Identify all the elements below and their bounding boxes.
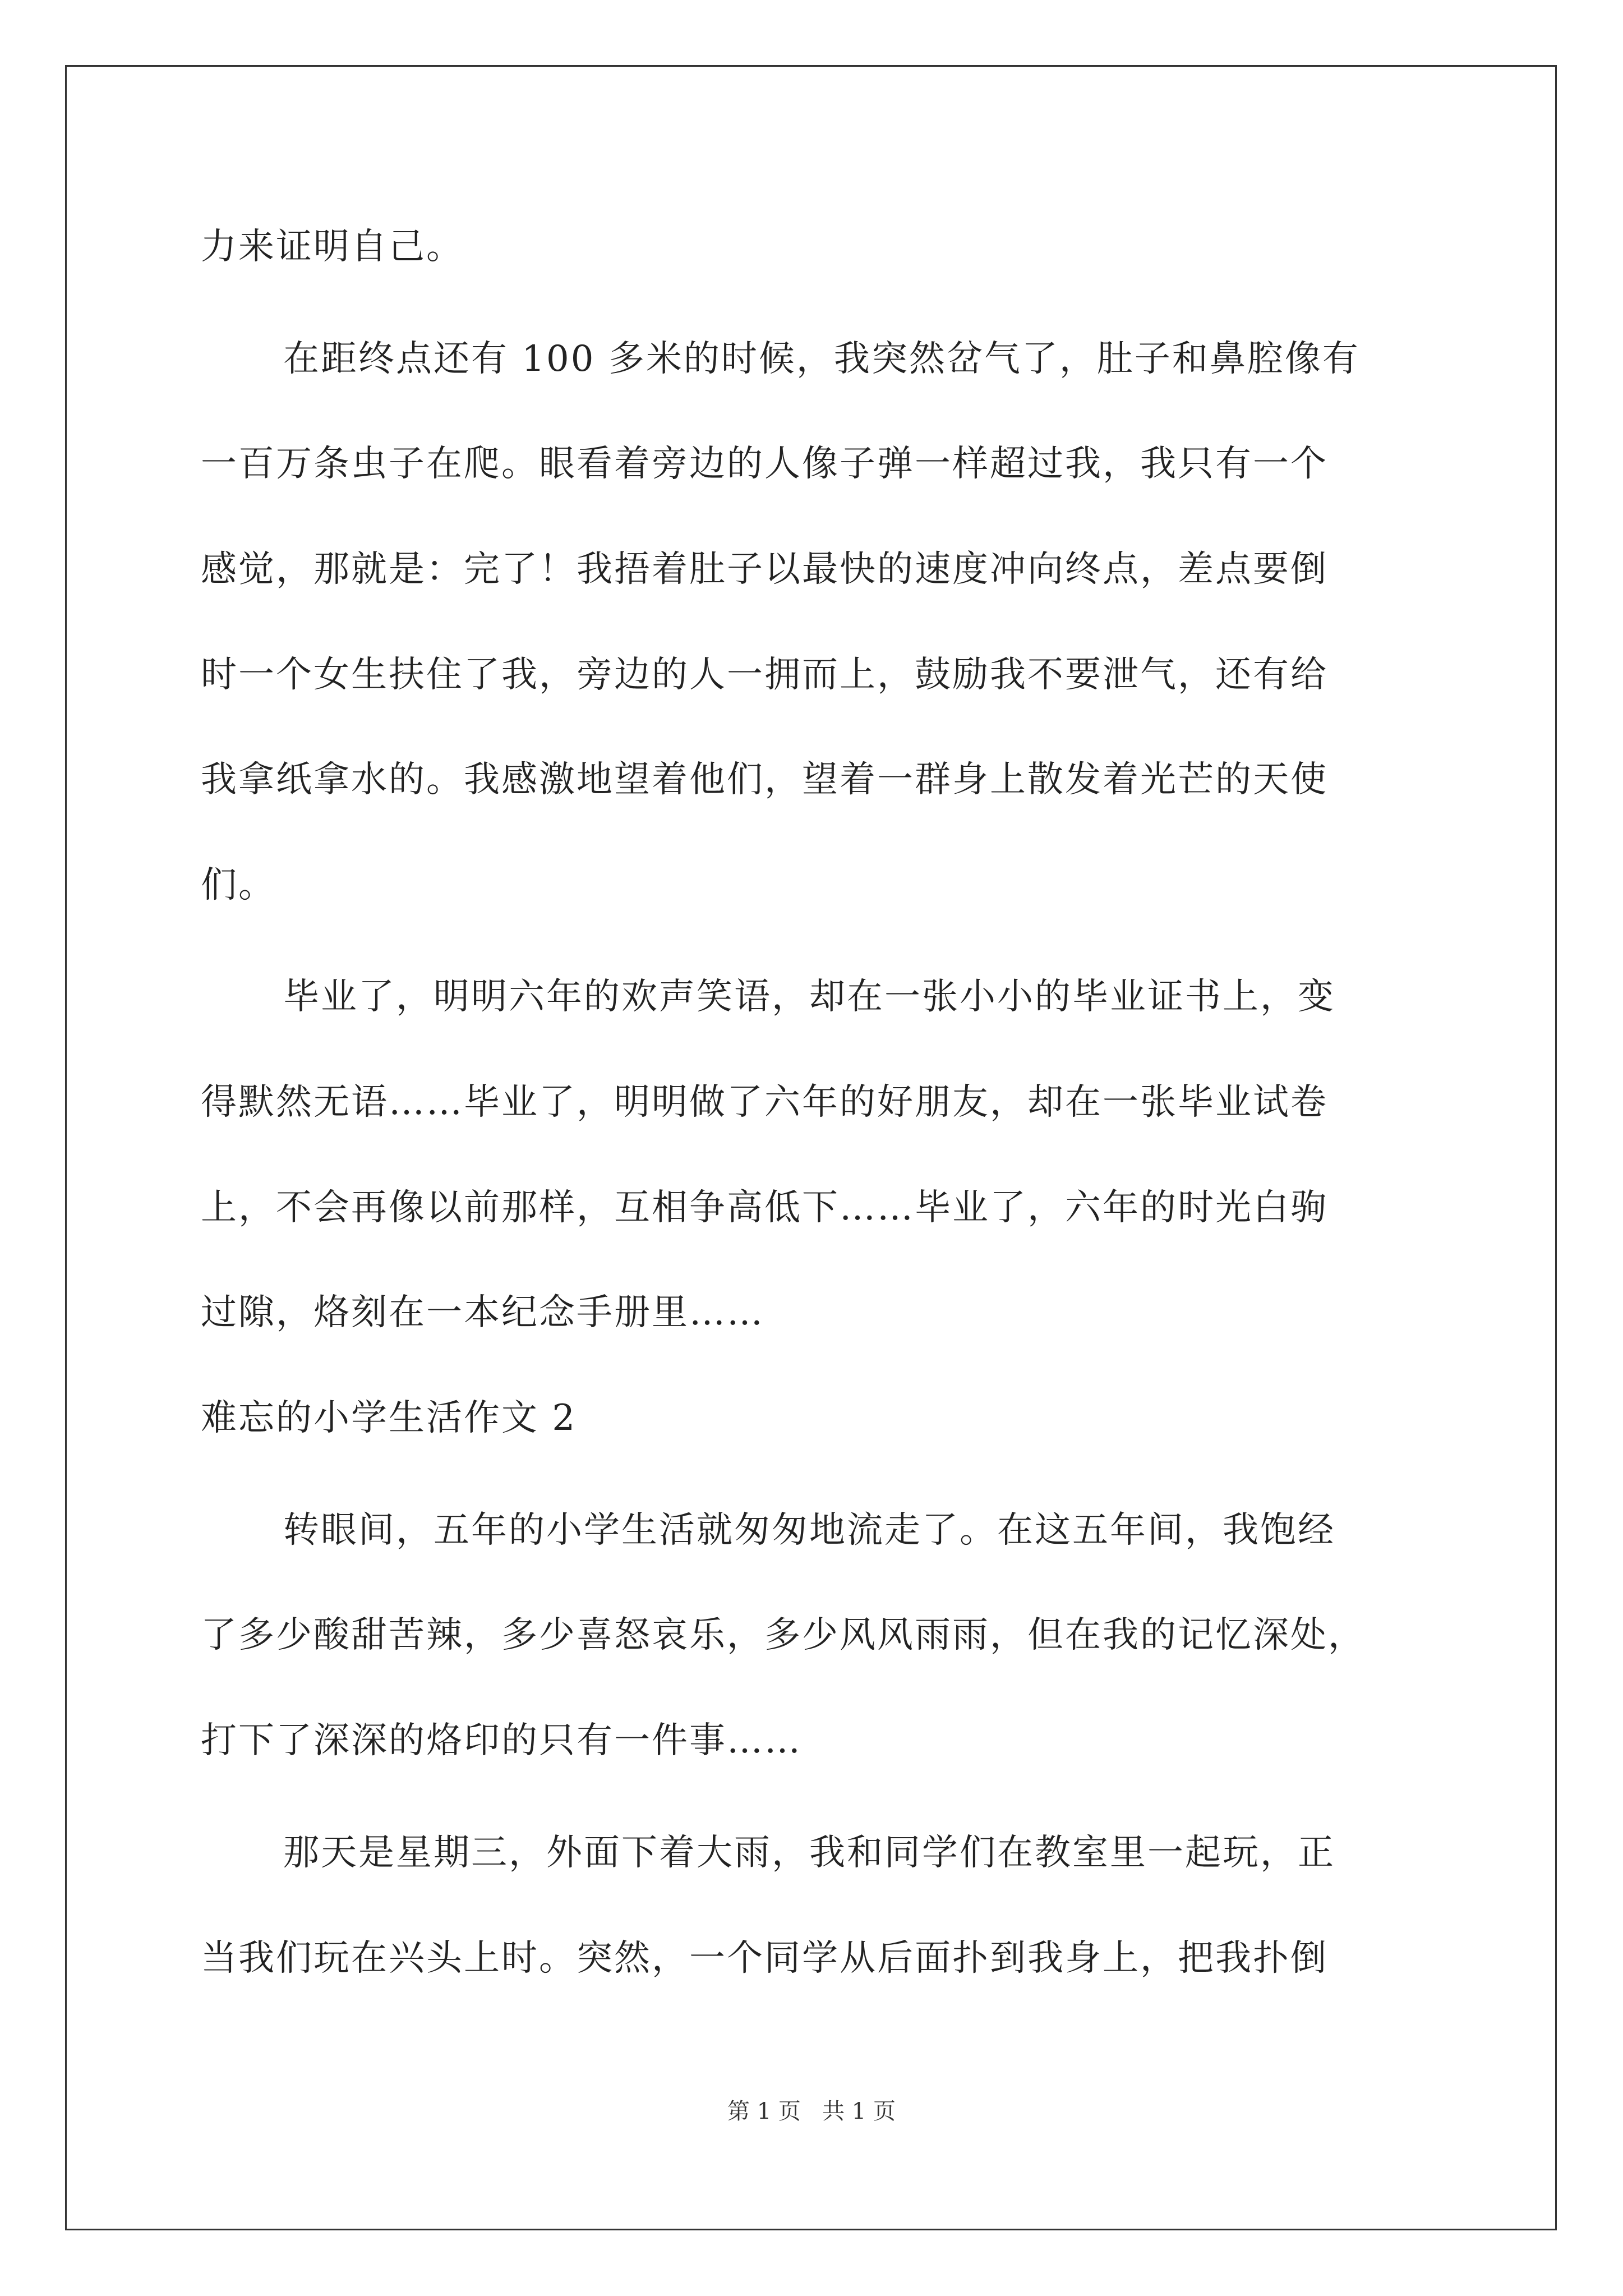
text-line: 感觉，那就是：完了！我捂着肚子以最快的速度冲向终点，差点要倒: [201, 549, 1328, 590]
section-heading: 难忘的小学生活作文 2: [201, 1397, 577, 1439]
page-border: [65, 65, 1557, 2230]
paragraph-start-line: 在距终点还有 100 多米的时候，我突然岔气了，肚子和鼻腔像有: [283, 338, 1360, 380]
text-line: 力来证明自己。: [201, 226, 464, 268]
text-line: 打下了深深的烙印的只有一件事……: [201, 1720, 802, 1761]
paragraph-start-line: 转眼间，五年的小学生活就匆匆地流走了。在这五年间，我饱经: [283, 1510, 1335, 1551]
text-line: 过隙，烙刻在一本纪念手册里……: [201, 1292, 764, 1333]
text-line: 一百万条虫子在爬。眼看着旁边的人像子弹一样超过我，我只有一个: [201, 443, 1328, 485]
text-line: 我拿纸拿水的。我感激地望着他们，望着一群身上散发着光芒的天使: [201, 759, 1328, 800]
text-line: 时一个女生扶住了我，旁边的人一拥而上，鼓励我不要泄气，还有给: [201, 654, 1328, 696]
paragraph-start-line: 那天是星期三，外面下着大雨，我和同学们在教室里一起玩，正: [283, 1832, 1335, 1874]
page-footer: 第 1 页 共 1 页: [727, 2099, 896, 2124]
text-line: 们。: [201, 864, 276, 906]
text-line: 得默然无语……毕业了，明明做了六年的好朋友，却在一张毕业试卷: [201, 1082, 1328, 1123]
text-line: 上，不会再像以前那样，互相争高低下……毕业了，六年的时光白驹: [201, 1187, 1328, 1228]
paragraph-start-line: 毕业了，明明六年的欢声笑语，却在一张小小的毕业证书上，变: [283, 976, 1335, 1018]
text-line: 了多少酸甜苦辣，多少喜怒哀乐，多少风风雨雨，但在我的记忆深处，: [201, 1614, 1366, 1656]
text-line: 当我们玩在兴头上时。突然，一个同学从后面扑到我身上，把我扑倒: [201, 1938, 1328, 1979]
